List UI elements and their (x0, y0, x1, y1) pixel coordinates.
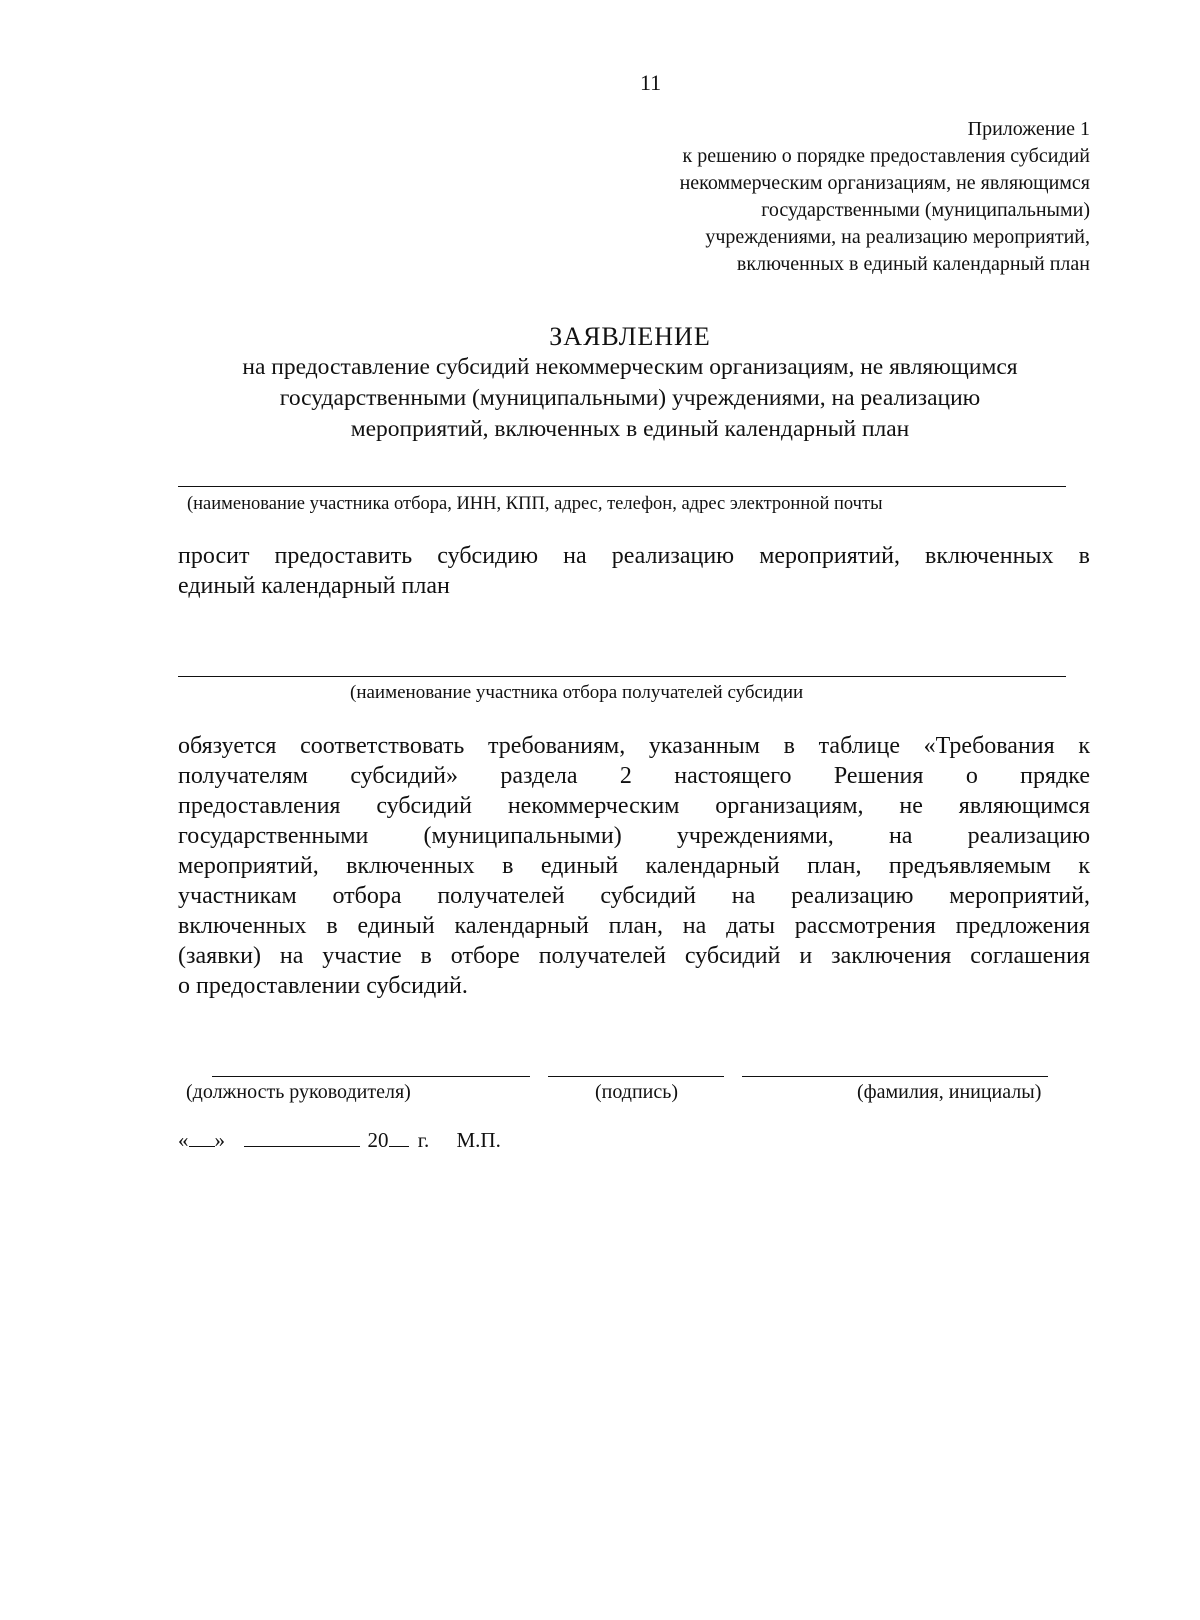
appendix-line: Приложение 1 (967, 118, 1090, 140)
request-line: единый календарный план (178, 573, 450, 599)
stamp-label: М.П. (456, 1128, 501, 1152)
close-quote: » (214, 1128, 225, 1152)
obligation-line: обязуется соответствовать требованиям, указанным в таблице «Требования к (178, 733, 1090, 759)
open-quote: « (178, 1128, 189, 1152)
obligation-line: государственными (муниципальными) учреждениями, на реализацию (178, 823, 1090, 849)
applicant-details-caption: (наименование участника отбора, ИНН, КПП, адрес, телефон, адрес электронной почты (187, 494, 883, 514)
subtitle-line: государственными (муниципальными) учреждениями, на реализацию (279, 385, 981, 411)
name-signature-line[interactable] (742, 1076, 1048, 1077)
position-caption: (должность руководителя) (186, 1081, 411, 1103)
appendix-header (530, 116, 1090, 278)
request-paragraph (178, 541, 1090, 601)
participant-name-line[interactable] (178, 676, 1066, 677)
document-subtitle (170, 352, 1090, 445)
subtitle-line: на предоставление субсидий некоммерческим организациям, не являющимся (242, 354, 1018, 380)
obligation-paragraph (178, 731, 1090, 1001)
year-suffix: г. (417, 1128, 430, 1152)
applicant-details-line[interactable] (178, 486, 1066, 487)
obligation-line: получателям субсидий» раздела 2 настоящего Решения о прядке (178, 763, 1090, 789)
signature-line[interactable] (548, 1076, 724, 1077)
appendix-line: к решению о порядке предоставления субсидий (682, 145, 1090, 167)
page-number: 11 (640, 70, 662, 95)
year-blank[interactable] (389, 1128, 409, 1147)
day-blank[interactable] (189, 1128, 215, 1147)
position-signature-line[interactable] (212, 1076, 530, 1077)
obligation-line: предоставления субсидий некоммерческим организациям, не являющимся (178, 793, 1090, 819)
obligation-line: включенных в единый календарный план, на даты рассмотрения предложения (178, 913, 1090, 939)
obligation-line: о предоставлении субсидий. (178, 973, 468, 999)
request-line: просит предоставить субсидию на реализацию мероприятий, включенных в (178, 543, 1090, 569)
signature-caption: (подпись) (595, 1081, 679, 1103)
appendix-line: государственными (муниципальными) (761, 199, 1090, 221)
document-title: ЗАЯВЛЕНИЕ (549, 322, 711, 351)
year-prefix: 20 (367, 1128, 389, 1152)
appendix-line: некоммерческим организациям, не являющимся (679, 172, 1090, 194)
subtitle-line: мероприятий, включенных в единый календарный план (350, 416, 910, 442)
obligation-line: участникам отбора получателей субсидий на реализацию мероприятий, (178, 883, 1090, 909)
name-caption: (фамилия, инициалы) (857, 1081, 1042, 1103)
date-line (178, 1128, 501, 1153)
participant-name-caption: (наименование участника отбора получателей субсидии (350, 682, 804, 703)
obligation-line: мероприятий, включенных в единый календарный план, предъявляемым к (178, 853, 1090, 879)
appendix-line: включенных в единый календарный план (736, 253, 1090, 275)
obligation-line: (заявки) на участие в отборе получателей субсидий и заключения соглашения (178, 943, 1090, 969)
appendix-line: учреждениями, на реализацию мероприятий, (705, 226, 1090, 248)
month-blank[interactable] (244, 1128, 360, 1147)
